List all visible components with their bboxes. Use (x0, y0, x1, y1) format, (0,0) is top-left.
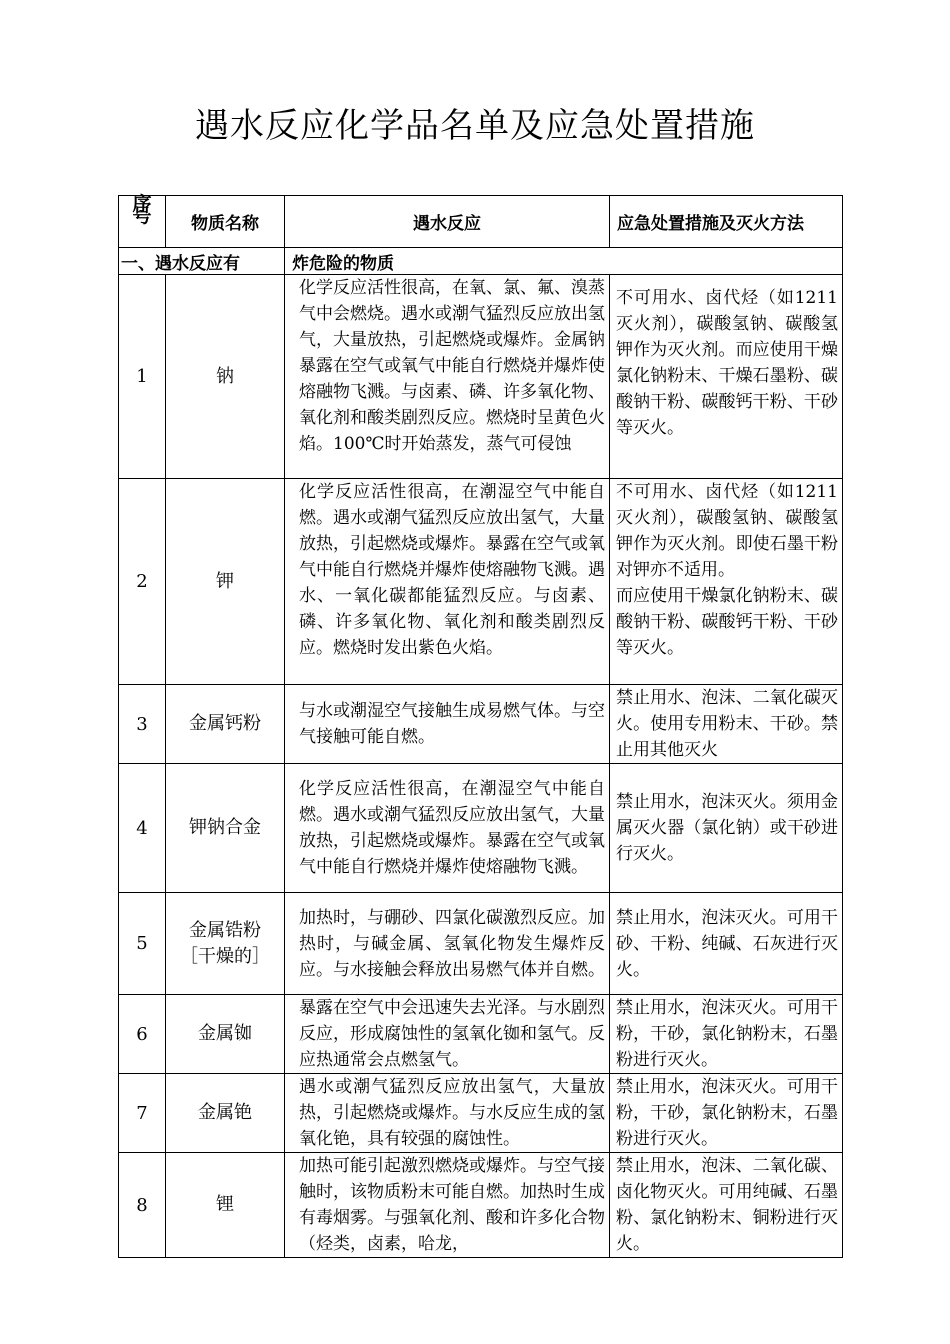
header-reaction: 遇水反应 (285, 196, 610, 248)
table-row (119, 764, 843, 893)
row-number: 1 (119, 275, 166, 479)
reaction-text-body: 与水或潮湿空气接触生成易燃气体。与空气接触可能自燃。 (299, 701, 605, 747)
header-measures: 应急处置措施及灭火方法 (610, 196, 843, 248)
table-row (119, 275, 843, 479)
substance-name: 锂 (166, 1153, 285, 1258)
header-name: 物质名称 (166, 196, 285, 248)
table-header-row (119, 196, 843, 248)
reaction-text (285, 275, 610, 479)
substance-name: 钾 (166, 479, 285, 685)
measures-text (610, 685, 843, 764)
measures-text-body: 禁止用水，泡沫灭火。可用干粉，干砂，氯化钠粉末，石墨粉进行灭火。 (616, 998, 838, 1070)
reaction-text (285, 479, 610, 685)
substance-name (166, 893, 285, 995)
reaction-text-body: 化学反应活性很高，在氧、氯、氟、溴蒸气中会燃烧。遇水或潮气猛烈反应放出氢气，大量放热，引起燃烧或爆炸。金属钠暴露在空气或氧气中能自行燃烧并爆炸使熔融物飞溅。与卤素、磷、许多氧化物、氧化剂和酸类剧烈反应。燃烧时呈黄色火焰。100℃时开始蒸发，蒸气可侵蚀 (299, 278, 605, 454)
substance-name: 钾钠合金 (166, 764, 285, 893)
measures-text-body: 禁止用水，泡沫、二氧化碳、卤化物灭火。可用纯碱、石墨粉、氯化钠粉末、铜粉进行灭火。 (616, 1156, 838, 1254)
measures-text-body: 禁止用水、泡沫、二氧化碳灭火。使用专用粉末、干砂。禁止用其他灭火 (616, 688, 838, 760)
measures-text (610, 479, 843, 685)
measures-text (610, 995, 843, 1074)
measures-text (610, 893, 843, 995)
measures-text (610, 764, 843, 893)
reaction-text-body: 加热时，与硼砂、四氯化碳激烈反应。加热时，与碱金属、氢氧化物发生爆炸反应。与水接触会释放出易燃气体并自燃。 (299, 907, 605, 980)
row-number: 7 (119, 1074, 166, 1153)
substance-name: 金属钙粉 (166, 685, 285, 764)
section-label-part1: 一、遇水反应有 (119, 248, 285, 275)
row-number: 6 (119, 995, 166, 1074)
measures-text (610, 1074, 843, 1153)
row-number: 5 (119, 893, 166, 995)
table-row (119, 685, 843, 764)
table-row (119, 479, 843, 685)
measures-text (610, 1153, 843, 1258)
reaction-text (285, 685, 610, 764)
reaction-text-body: 化学反应活性很高，在潮湿空气中能自燃。遇水或潮气猛烈反应放出氢气，大量放热，引起燃烧或爆炸。暴露在空气或氧气中能自行燃烧并爆炸使熔融物飞溅。遇水、一氧化碳都能猛烈反应。与卤素、磷、许多氧化物、氧化剂和酸类剧烈反应。燃烧时发出紫色火焰。 (299, 482, 605, 658)
substance-name-text: 金属锆粉［干燥的］ (180, 919, 270, 967)
row-number: 3 (119, 685, 166, 764)
table-row (119, 893, 843, 995)
reaction-text-body: 化学反应活性很高，在潮湿空气中能自燃。遇水或潮气猛烈反应放出氢气，大量放热，引起燃烧或爆炸。暴露在空气或氧气中能自行燃烧并爆炸使熔融物飞溅。 (299, 779, 605, 877)
measures-text-body: 禁止用水，泡沫灭火。可用干粉，干砂，氯化钠粉末，石墨粉进行灭火。 (616, 1077, 838, 1149)
measures-text-body: 不可用水、卤代烃（如1211灭火剂），碳酸氢钠、碳酸氢钾作为灭火剂。即使石墨干粉对钾亦不适用。 而应使用干燥氯化钠粉末、碳酸钠干粉、碳酸钙干粉、干砂等灭火。 (616, 482, 838, 658)
reaction-text (285, 1074, 610, 1153)
reaction-text-body: 遇水或潮气猛烈反应放出氢气，大量放热，引起燃烧或爆炸。与水反应生成的氢氧化铯，具有较强的腐蚀性。 (299, 1077, 605, 1149)
reaction-text (285, 995, 610, 1074)
chemical-table (118, 195, 843, 1258)
measures-text (610, 275, 843, 479)
section-label-part2: 炸危险的物质 (285, 248, 843, 275)
reaction-text (285, 764, 610, 893)
substance-name: 金属铯 (166, 1074, 285, 1153)
row-number: 4 (119, 764, 166, 893)
substance-name: 钠 (166, 275, 285, 479)
row-number: 8 (119, 1153, 166, 1258)
measures-text-body: 禁止用水，泡沫灭火。可用干砂、干粉、纯碱、石灰进行灭火。 (616, 907, 838, 980)
reaction-text-body: 加热可能引起激烈燃烧或爆炸。与空气接触时，该物质粉末可能自燃。加热时生成有毒烟雾。与强氧化剂、酸和许多化合物（烃类，卤素，哈龙， (299, 1156, 605, 1254)
row-number: 2 (119, 479, 166, 685)
substance-name: 金属铷 (166, 995, 285, 1074)
document-title: 遇水反应化学品名单及应急处置措施 (195, 106, 755, 146)
table-row (119, 995, 843, 1074)
header-seq-label: 序号 (132, 193, 152, 227)
reaction-text (285, 893, 610, 995)
table-row (119, 1074, 843, 1153)
header-seq (119, 193, 166, 248)
reaction-text (285, 1153, 610, 1258)
section-row (119, 248, 843, 275)
measures-text-body: 禁止用水，泡沫灭火。须用金属灭火器（氯化钠）或干砂进行灭火。 (616, 792, 838, 864)
measures-text-body: 不可用水、卤代烃（如1211灭火剂），碳酸氢钠、碳酸氢钾作为灭火剂。而应使用干燥氯化钠粉末、干燥石墨粉、碳酸钠干粉、碳酸钙干粉、干砂等灭火。 (616, 288, 838, 438)
table-row (119, 1153, 843, 1258)
reaction-text-body: 暴露在空气中会迅速失去光泽。与水剧烈反应，形成腐蚀性的氢氧化铷和氢气。反应热通常会点燃氢气。 (299, 998, 605, 1070)
